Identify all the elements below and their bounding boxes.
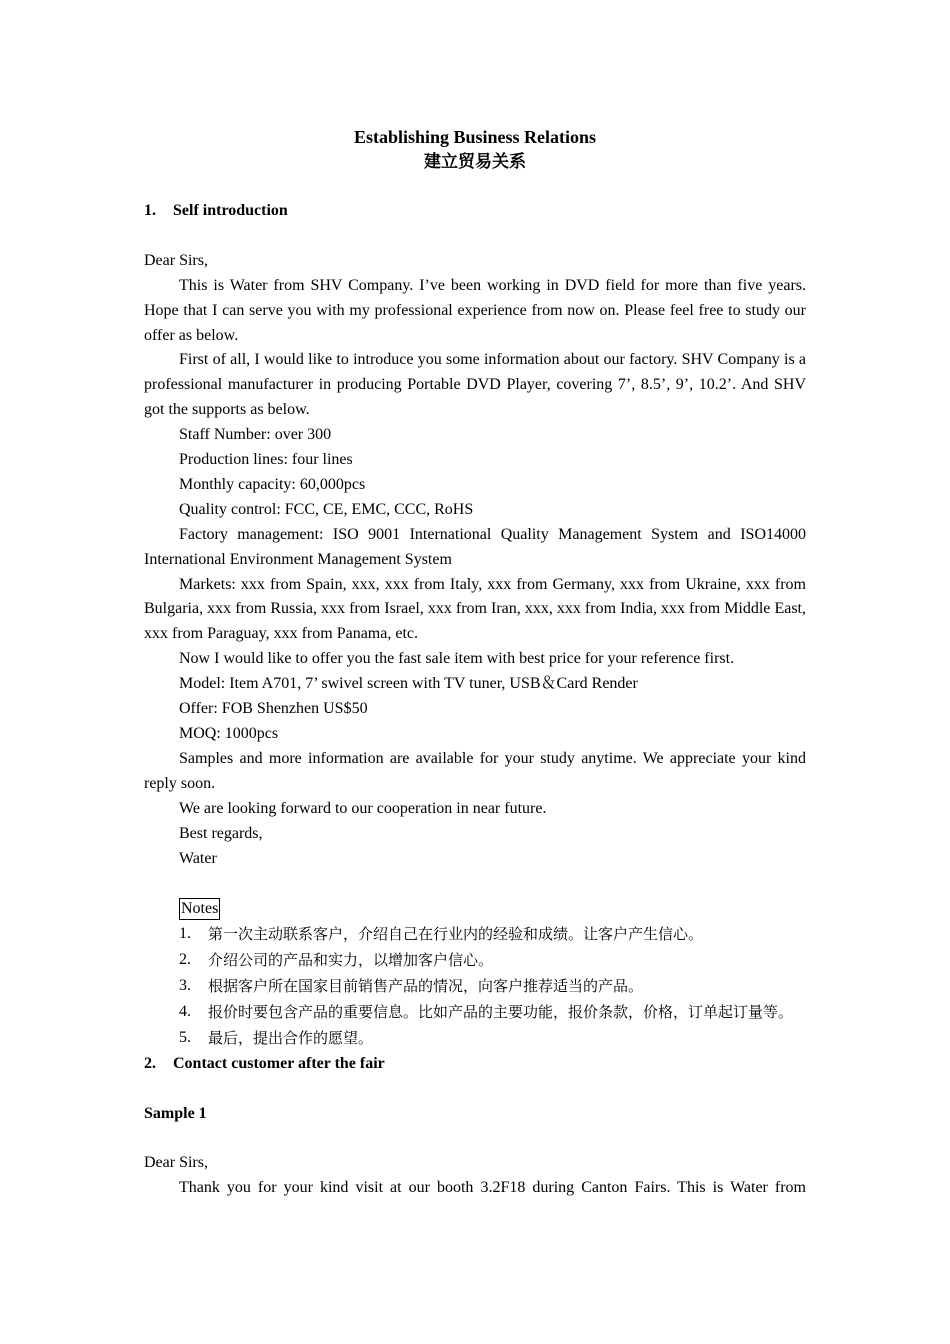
- quality-control-line: Quality control: FCC, CE, EMC, CCC, RoHS: [179, 500, 474, 518]
- note-number: 2.: [179, 951, 191, 969]
- note-text: 最后，提出合作的愿望。: [208, 1028, 374, 1047]
- looking-forward-line: We are looking forward to our cooperation in near future.: [179, 799, 547, 817]
- note-number: 3.: [179, 977, 191, 995]
- signature: Water: [179, 849, 217, 867]
- note-number: 5.: [179, 1028, 191, 1046]
- section-1-number: 1.: [144, 202, 156, 219]
- model-line: Model: Item A701, 7’ swivel screen with TV tuner, USB＆Card Render: [179, 675, 638, 693]
- moq-line: MOQ: 1000pcs: [179, 725, 279, 743]
- letter-1-greeting: Dear Sirs,: [144, 251, 208, 269]
- note-text: 第一次主动联系客户，介绍自己在行业内的经验和成绩。让客户产生信心。: [208, 925, 704, 944]
- factory-management-line: Factory management: ISO 9001 International Quality Management System and ISO14000 International Environment Management System: [144, 525, 806, 568]
- note-number: 1.: [179, 925, 191, 943]
- section-1-heading: [144, 199, 806, 224]
- document-title: [144, 125, 806, 175]
- note-item: [144, 1000, 806, 1026]
- staff-number-line: Staff Number: over 300: [179, 426, 332, 444]
- monthly-capacity-line: Monthly capacity: 60,000pcs: [179, 475, 366, 493]
- note-item: [144, 1026, 806, 1052]
- markets-line: Markets: xxx from Spain, xxx, xxx from Italy, xxx from Germany, xxx from Ukraine, xxx from Bulgaria, xxx from Russia, xxx from Israel, xxx from Iran, xxx, xxx from India, xxx from Middle East, xxx from Paraguay, xxx from Panama, etc.: [144, 575, 806, 643]
- note-item: [144, 922, 806, 948]
- section-1-title: Self introduction: [173, 202, 288, 219]
- title-chinese: 建立贸易关系: [424, 152, 526, 172]
- notes-label: Notes: [179, 898, 220, 920]
- note-number: 4.: [179, 1002, 191, 1020]
- spacer: [144, 1126, 806, 1151]
- document-body: [144, 199, 806, 1201]
- note-item: [144, 948, 806, 974]
- samples-paragraph: Samples and more information are available for your study anytime. We appreciate your kind reply soon.: [144, 749, 806, 792]
- offer-line: Offer: FOB Shenzhen US$50: [179, 700, 368, 718]
- spacer: [144, 224, 806, 249]
- sample-1-label: Sample 1: [144, 1104, 207, 1122]
- notes-label-line: [144, 896, 806, 922]
- note-item: [144, 974, 806, 1000]
- section-2-title: Contact customer after the fair: [173, 1054, 385, 1072]
- note-text: 根据客户所在国家目前销售产品的情况，向客户推荐适当的产品。: [208, 977, 644, 996]
- section-2-heading: [144, 1052, 806, 1077]
- letter-2-paragraph: Thank you for your kind visit at our booth 3.2F18 during Canton Fairs. This is Water from: [179, 1179, 806, 1197]
- title-english: Establishing Business Relations: [353, 127, 597, 147]
- spacer: [144, 1077, 806, 1102]
- note-text: 报价时要包含产品的重要信息。比如产品的主要功能，报价条款，价格，订单起订量等。: [208, 1002, 794, 1021]
- letter-1-paragraph-factory: First of all, I would like to introduce you some information about our factory. SHV Company is a professional manufacturer in producing Portable DVD Player, covering 7’, 8.5’, 9’, 10.2’. And SHV got the supports as below.: [144, 351, 806, 419]
- letter-1-paragraph-intro: This is Water from SHV Company. I’ve been working in DVD field for more than five years. Hope that I can serve you with my professional experience from now on. Please feel free to study our offer as below.: [144, 276, 806, 344]
- section-2-number: 2.: [144, 1054, 156, 1072]
- offer-intro-line: Now I would like to offer you the fast sale item with best price for your reference first.: [179, 650, 735, 668]
- letter-2-greeting: Dear Sirs,: [144, 1154, 208, 1172]
- production-lines-line: Production lines: four lines: [179, 451, 353, 469]
- spacer: [144, 871, 806, 896]
- closing-regards: Best regards,: [179, 824, 263, 842]
- note-text: 介绍公司的产品和实力，以增加客户信心。: [208, 951, 494, 970]
